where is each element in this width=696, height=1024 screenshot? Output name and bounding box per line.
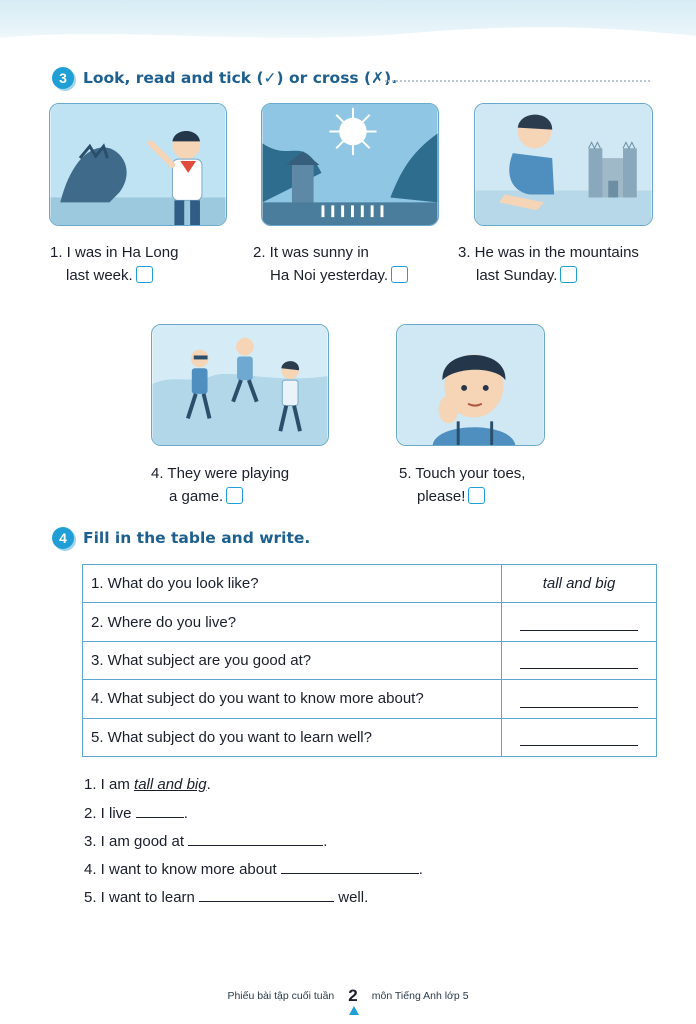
- sentence-1-answer[interactable]: tall and big: [134, 776, 207, 793]
- item-2-caption: [253, 241, 408, 287]
- sentence-4: [84, 861, 423, 878]
- table-question: 3. What subject are you good at?: [83, 641, 502, 679]
- table-row: [83, 603, 657, 641]
- item-4-line-2: a game.: [169, 488, 224, 505]
- page-number: 2: [348, 986, 358, 1005]
- sentence-5-blank[interactable]: [199, 890, 334, 902]
- sentence-1: [84, 776, 211, 793]
- section-4-number: 4: [52, 527, 74, 549]
- boy-thinking-image: [397, 325, 544, 445]
- table-row: [83, 718, 657, 756]
- table-question: 2. Where do you live?: [83, 603, 502, 641]
- table-answer-cell[interactable]: [502, 565, 657, 603]
- picture-2-ha-noi: [261, 103, 439, 226]
- boy-waving-dragon-statue-image: [50, 104, 226, 225]
- item-2-line-2: Ha Noi yesterday.: [270, 267, 389, 284]
- sentence-3-blank[interactable]: [188, 834, 323, 846]
- table-answer-cell[interactable]: [502, 680, 657, 718]
- sentence-4-end: .: [418, 861, 423, 878]
- table-question: 1. What do you look like?: [83, 565, 502, 603]
- table-question: 5. What subject do you want to learn well?: [83, 718, 502, 756]
- sentence-3-end: .: [323, 833, 328, 850]
- sentence-3-text: 3. I am good at: [84, 833, 189, 850]
- sentence-1-text: 1. I am: [84, 776, 135, 793]
- item-1-line-2: last week.: [66, 267, 133, 284]
- item-5-line-1: 5. Touch your toes,: [399, 465, 526, 482]
- answer-blank-line: [520, 738, 638, 746]
- sentence-4-text: 4. I want to know more about: [84, 861, 281, 878]
- answer-blank-line: [520, 623, 638, 631]
- item-5-line-2: please!: [417, 488, 466, 505]
- item-4-tick-box[interactable]: [226, 487, 243, 504]
- sentence-2-text: 2. I live: [84, 805, 136, 822]
- item-5-tick-box[interactable]: [468, 487, 485, 504]
- sentence-2-end: .: [183, 805, 188, 822]
- sentence-3: [84, 833, 327, 850]
- item-2-tick-box[interactable]: [391, 266, 408, 283]
- picture-4-playing-game: [151, 324, 329, 446]
- table-answer-cell[interactable]: [502, 718, 657, 756]
- sentence-5-text: 5. I want to learn: [84, 889, 200, 906]
- item-1-tick-box[interactable]: [136, 266, 153, 283]
- sentence-5-end: well.: [334, 889, 369, 906]
- table-row: [83, 680, 657, 718]
- section-3-title: Look, read and tick (✓) or cross (✗).: [83, 69, 398, 87]
- table-answer-cell[interactable]: [502, 603, 657, 641]
- section-4-header: [52, 527, 310, 549]
- table-row: [83, 565, 657, 603]
- sentence-2: [84, 805, 188, 822]
- dotted-line: [385, 80, 650, 82]
- answer-blank-line: [520, 700, 638, 708]
- section-4-title: Fill in the table and write.: [83, 529, 311, 547]
- section-3-number: 3: [52, 67, 74, 89]
- item-3-caption: [458, 241, 639, 287]
- sentence-4-blank[interactable]: [281, 862, 419, 874]
- footer-left-text: Phiếu bài tập cuối tuần: [227, 990, 335, 1002]
- item-3-line-1: 3. He was in the mountains: [458, 244, 639, 261]
- children-playing-blindfold-game-image: [152, 325, 328, 445]
- picture-3-sandcastle: [474, 103, 653, 226]
- sentence-2-blank[interactable]: [136, 806, 184, 818]
- section-3-header: [52, 67, 397, 89]
- footer-right-text: môn Tiếng Anh lớp 5: [371, 990, 469, 1002]
- table-row: [83, 641, 657, 679]
- table-answer-cell[interactable]: [502, 641, 657, 679]
- boy-building-sandcastle-image: [475, 104, 652, 225]
- picture-1-ha-long: [49, 103, 227, 226]
- item-5-caption: [399, 462, 525, 508]
- item-1-line-1: 1. I was in Ha Long: [50, 244, 179, 261]
- table-question: 4. What subject do you want to know more about?: [83, 680, 502, 718]
- item-2-line-1: 2. It was sunny in: [253, 244, 369, 261]
- item-1-caption: [50, 241, 178, 287]
- item-3-line-2: last Sunday.: [476, 267, 558, 284]
- question-table: [82, 564, 657, 757]
- item-4-line-1: 4. They were playing: [151, 465, 290, 482]
- table-answer: tall and big: [542, 575, 616, 593]
- top-wave-decoration: [0, 24, 696, 46]
- footer: [0, 986, 696, 1006]
- item-3-tick-box[interactable]: [560, 266, 577, 283]
- sentence-5: [84, 889, 368, 906]
- sentence-1-end: .: [206, 776, 211, 793]
- sunny-hanoi-pagoda-image: [262, 104, 438, 225]
- picture-5-thinking: [396, 324, 545, 446]
- item-4-caption: [151, 462, 289, 508]
- answer-blank-line: [520, 661, 638, 669]
